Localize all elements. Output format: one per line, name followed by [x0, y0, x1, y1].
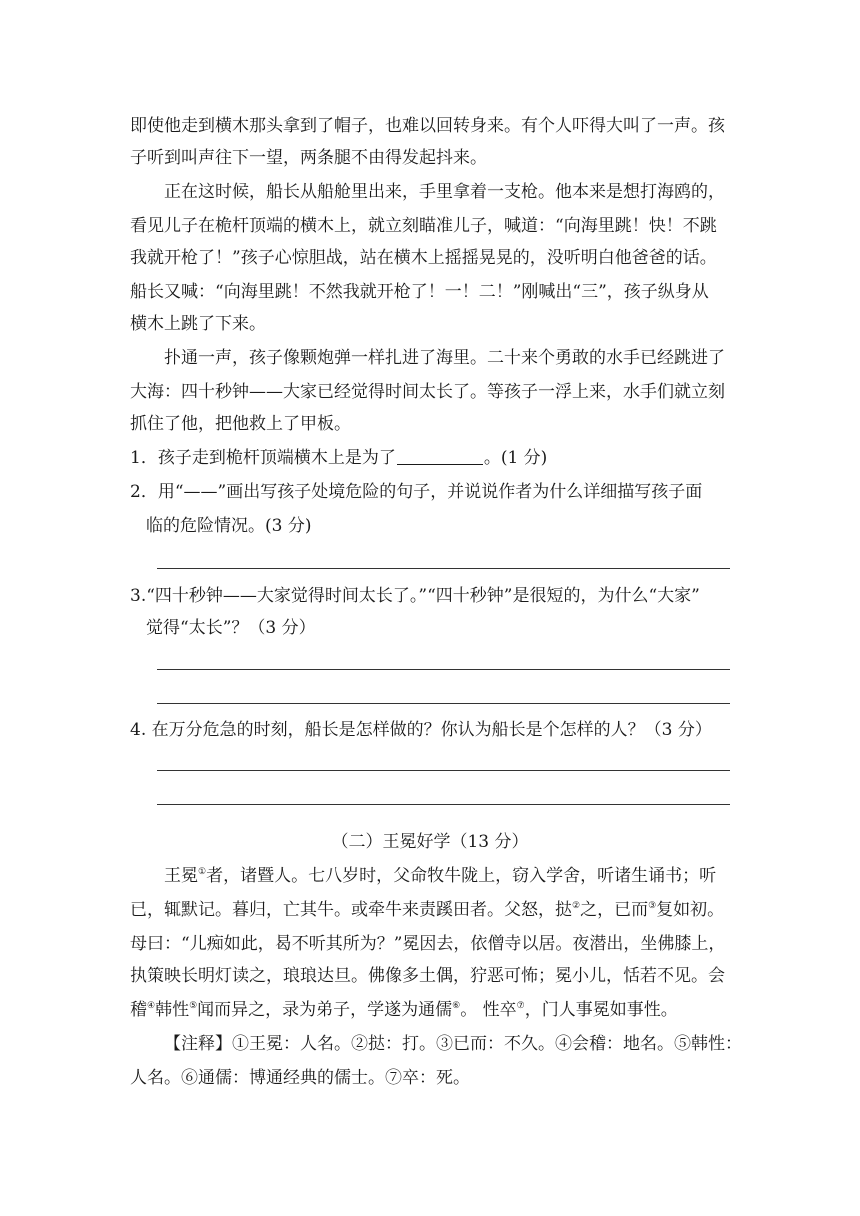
- story-line: 我就开枪了！”孩子心惊胆战，站在横木上摇摇晃晃的，没听明白他爸爸的话。: [130, 248, 717, 268]
- story-line: 抓住了他，把他救上了甲板。: [130, 414, 351, 434]
- answer-blank[interactable]: [397, 448, 483, 465]
- answer-line[interactable]: [157, 703, 730, 704]
- question-1-score: 。(1 分): [483, 448, 548, 468]
- question-2-text: 2．用“——”画出写孩子处境危险的句子，并说说作者为什么详细描写孩子面: [130, 482, 703, 502]
- answer-line[interactable]: [157, 804, 730, 805]
- passage-line: [130, 900, 724, 920]
- question-3-text: 3.“四十秒钟——大家觉得时间太长了。”“四十秒钟”是很短的，为什么“大家”: [130, 586, 700, 606]
- passage-text: 。 性卒: [460, 1000, 517, 1020]
- passage-line: [164, 866, 716, 886]
- passage-text: 已，辄默记。暮归，亡其牛。或牵牛来责蹊田者。父怒，挞: [130, 900, 572, 920]
- footnote-marker: ⑦: [516, 1001, 525, 1011]
- annotation-line: 【注释】①王冕：人名。②挞：打。③已而：不久。④会稽：地名。⑤韩性：: [164, 1034, 742, 1054]
- question-1-text: 1．孩子走到桅杆顶端横木上是为了: [130, 448, 396, 468]
- story-line: 子听到叫声往下一望，两条腿不由得发起抖来。: [130, 148, 487, 168]
- passage-text: 稽: [130, 1000, 147, 1020]
- story-line: 即使他走到横木那头拿到了帽子，也难以回转身来。有个人吓得大叫了一声。孩: [130, 116, 725, 136]
- passage-text: 王冕: [164, 866, 198, 886]
- answer-line[interactable]: [157, 770, 730, 771]
- passage-line: 母曰：“儿痴如此，曷不听其所为？”冕因去，依僧寺以居。夜潜出，坐佛膝上，: [130, 934, 726, 954]
- story-line: 看见儿子在桅杆顶端的横木上，就立刻瞄准儿子，喊道：“向海里跳！快！不跳: [130, 216, 717, 236]
- passage-text: 者，诸暨人。七八岁时，父命牧牛陇上，窃入学舍，听诸生诵书；听: [206, 866, 717, 886]
- passage-line: 执策映长明灯读之，琅琅达旦。佛像多土偶，狞恶可怖；冕小儿，恬若不见。会: [130, 966, 725, 986]
- passage-text: 之，已而: [580, 900, 649, 920]
- story-line: 船长又喊：“向海里跳！不然我就开枪了！一！二！”刚喊出“三”，孩子纵身从: [130, 282, 709, 302]
- question-2-text-cont: 临的危险情况。(3 分): [146, 516, 312, 536]
- question-3-text-cont: 觉得“太长”？（3 分）: [146, 618, 316, 638]
- footnote-marker: ①: [198, 867, 207, 877]
- story-line: 扑通一声，孩子像颗炮弹一样扎进了海里。二十来个勇敢的水手已经跳进了: [164, 348, 725, 368]
- footnote-marker: ④: [147, 1001, 156, 1011]
- passage-text: 复如初。: [656, 900, 725, 920]
- answer-line[interactable]: [157, 669, 730, 670]
- passage-text: ，门人事冕如事性。: [524, 1000, 678, 1020]
- story-line: 大海：四十秒钟——大家已经觉得时间太长了。等孩子一浮上来，水手们就立刻: [130, 382, 725, 402]
- question-4-text: 4. 在万分危急的时刻，船长是怎样做的？你认为船长是个怎样的人？（3 分）: [130, 720, 712, 740]
- section-title: （二）王冕好学（13 分）: [331, 832, 529, 852]
- footnote-marker: ③: [648, 901, 657, 911]
- story-line: 横木上跳了下来。: [130, 314, 266, 334]
- passage-line: [130, 1000, 678, 1020]
- passage-text: 韩性: [155, 1000, 190, 1020]
- footnote-marker: ⑥: [452, 1001, 461, 1011]
- annotation-line: 人名。⑥通儒：博通经典的儒士。⑦卒：死。: [130, 1068, 470, 1088]
- passage-text: 闻而异之，录为弟子，学遂为通儒: [197, 1000, 453, 1020]
- story-line: 正在这时候，船长从船舱里出来，手里拿着一支枪。他本来是想打海鸥的，: [164, 182, 725, 202]
- footnote-marker: ②: [572, 901, 581, 911]
- answer-line[interactable]: [157, 568, 730, 569]
- footnote-marker: ⑤: [189, 1001, 198, 1011]
